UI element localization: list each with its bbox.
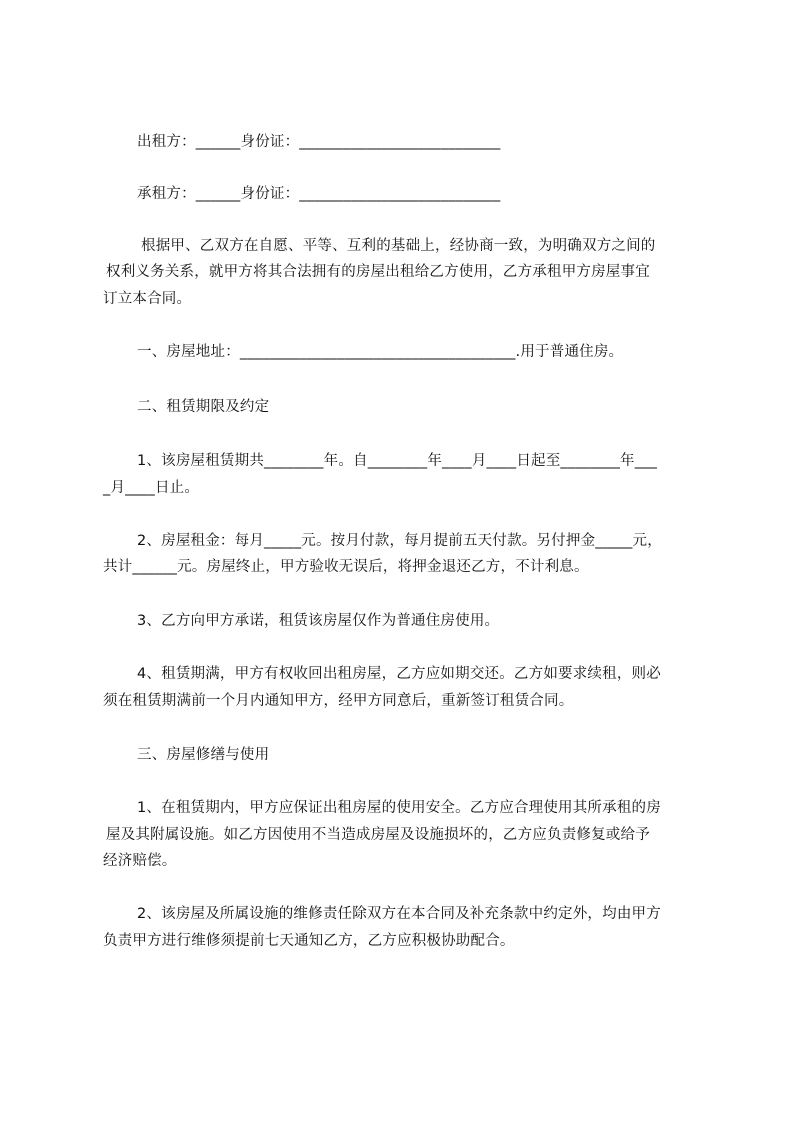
clause-2-2-line: 2、房屋租金：每月_____元。按月付款，每月提前五天付款。另付押金_____元， (137, 533, 662, 549)
clause-3-1-line: 屋及其附属设施。如乙方因使用不当造成房屋及设施损坏的，乙方应负责修复或给予 (106, 827, 650, 843)
preamble-line: 根据甲、乙双方在自愿、平等、互利的基础上，经协商一致，为明确双方之间的 (141, 238, 656, 254)
clause-3-1-line: 1、在租赁期内，甲方应保证出租房屋的使用安全。乙方应合理使用其所承租的房 (137, 800, 661, 816)
clause-2-3: 3、乙方向甲方承诺，租赁该房屋仅作为普通住房使用。 (137, 613, 500, 629)
preamble-line: 权利义务关系，就甲方将其合法拥有的房屋出租给乙方使用，乙方承租甲方房屋事宜 (106, 264, 650, 280)
clause-3-1-line: 经济赔偿。 (103, 853, 177, 869)
lessor-line: 出租方：______身份证：___________________________ (137, 134, 501, 150)
lessee-line: 承租方：______身份证：___________________________ (137, 186, 501, 202)
preamble-line: 订立本合同。 (103, 291, 192, 307)
clause-2-2-line: 共计______元。房屋终止，甲方验收无误后，将押金退还乙方，不计利息。 (103, 559, 589, 575)
section-3-title: 三、房屋修缮与使用 (137, 747, 270, 763)
clause-2-4-line: 4、租赁期满，甲方有权收回出租房屋，乙方应如期交还。乙方如要求续租，则必 (137, 666, 661, 682)
clause-3-2-line: 负责甲方进行维修须提前七天通知乙方，乙方应积极协助配合。 (103, 933, 515, 949)
section-1-address: 一、房屋地址：_____________________________________.用于普通住房。 (137, 344, 624, 360)
clause-3-2-line: 2、该房屋及所属设施的维修责任除双方在本合同及补充条款中约定外，均由甲方 (137, 906, 661, 922)
section-2-title: 二、租赁期限及约定 (137, 399, 270, 415)
clause-2-1-line: 1、该房屋租赁期共________年。自________年____月____日起至________年___ (137, 453, 658, 469)
clause-2-4-line: 须在租赁期满前一个月内通知甲方，经甲方同意后，重新签订租赁合同。 (103, 693, 574, 709)
clause-2-1-line: _月____日止。 (103, 480, 200, 496)
